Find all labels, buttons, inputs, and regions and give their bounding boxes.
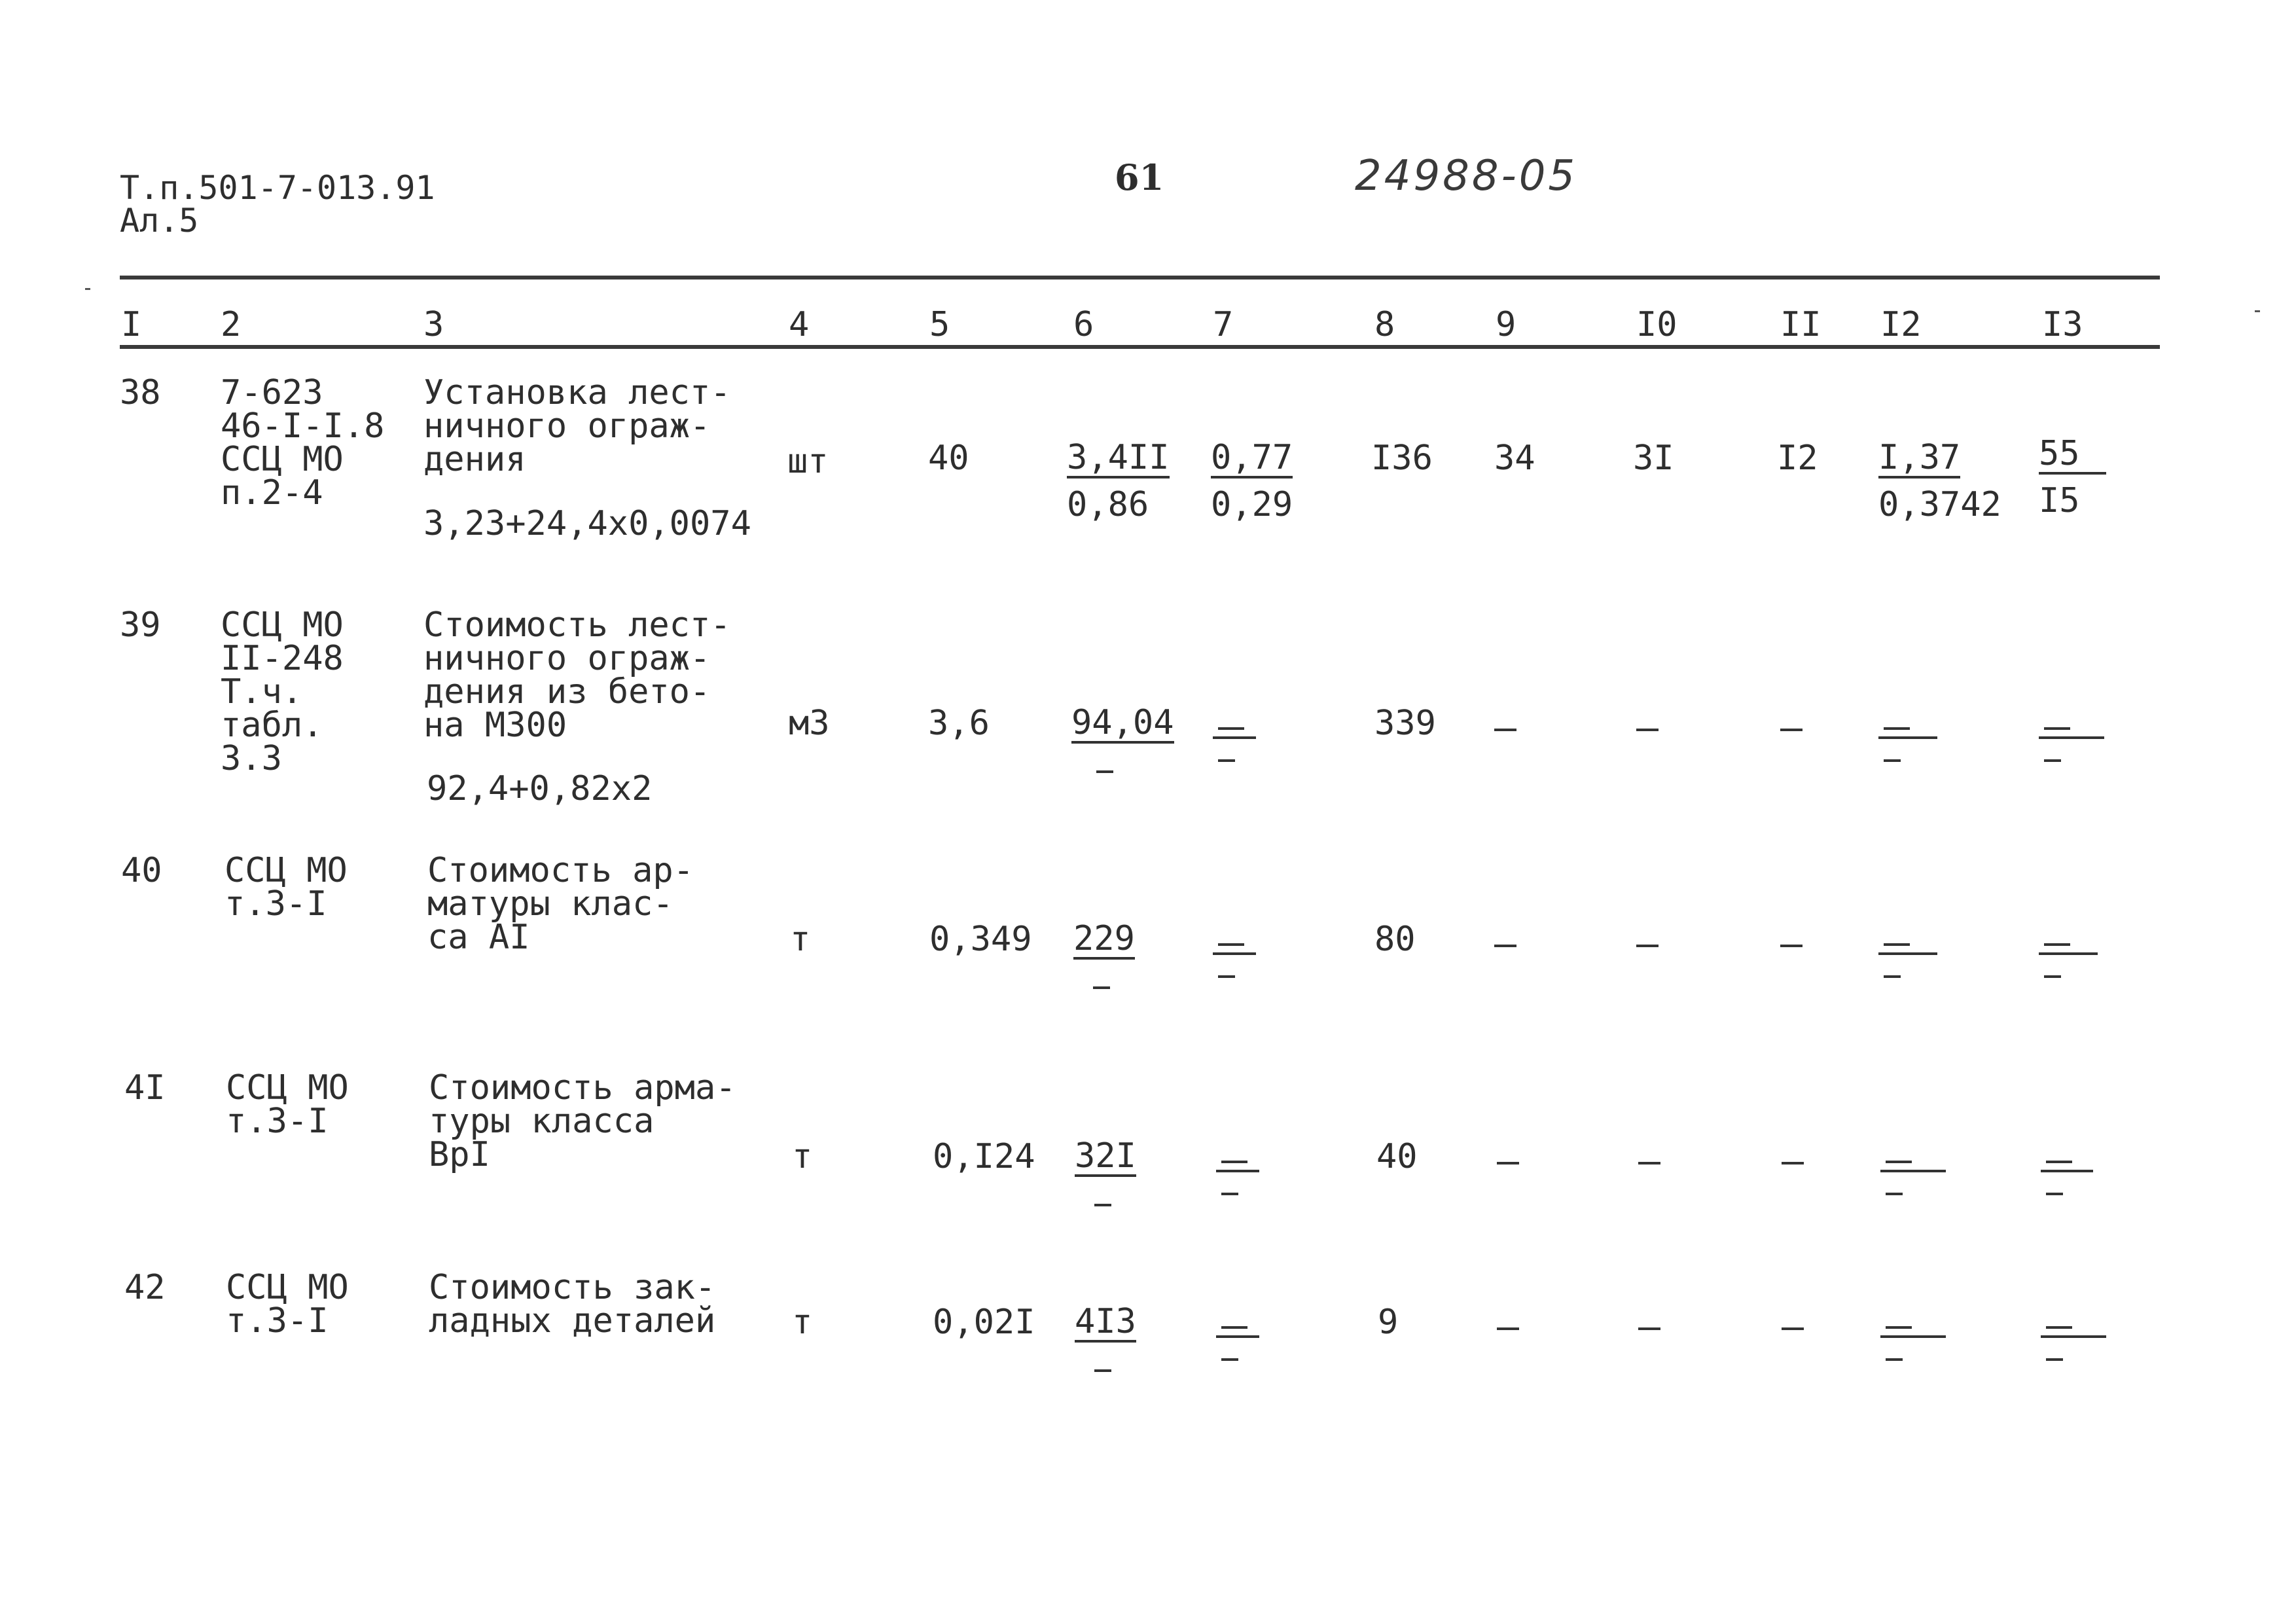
unit: т <box>792 1303 813 1342</box>
labor-13-empty <box>2041 1310 2106 1361</box>
total-9-empty <box>1497 1156 1519 1168</box>
unit-cost-7: $\frac{0,77}{0,29}$ <box>1211 438 1293 524</box>
work-name: Установка лест- ничного ограж- дения <box>423 373 731 479</box>
unit-cost-6: 32I <box>1075 1139 1136 1220</box>
work-name: Стоимость лест- ничного ограж- дения из бето- на М300 <box>423 605 731 745</box>
col-header: 4 <box>789 305 810 344</box>
total-11-empty <box>1782 1322 1804 1334</box>
norm-code: ССЦ МО т.3-I <box>226 1268 349 1341</box>
formula: 92,4+0,82x2 <box>427 769 653 808</box>
total-8: I36 <box>1371 439 1433 478</box>
total-10-empty <box>1638 1322 1660 1334</box>
unit-cost-6: 229 <box>1073 922 1135 1003</box>
scan-speck <box>2255 310 2260 312</box>
labor-13: $\frac{55}{I5}$ <box>2039 437 2106 518</box>
total-9: 34 <box>1494 439 1535 478</box>
col-header: I3 <box>2042 305 2083 344</box>
sheet-label: Ал.5 <box>120 202 199 240</box>
scan-speck <box>85 288 90 290</box>
unit: шт <box>787 442 829 481</box>
col-header: 7 <box>1213 305 1234 344</box>
labor-13-empty <box>2039 927 2098 978</box>
total-10-empty <box>1636 723 1659 735</box>
col-header: 2 <box>221 305 242 344</box>
total-11-empty <box>1780 723 1803 735</box>
total-8: 9 <box>1378 1303 1399 1342</box>
formula: 3,23+24,4x0,0074 <box>423 504 751 543</box>
total-10-empty <box>1638 1156 1660 1168</box>
col-header: 9 <box>1496 305 1516 344</box>
handwritten-code: 24988-05 <box>1355 152 1578 200</box>
labor-12: $\frac{I,37}{0,3742}$ <box>1878 438 2001 524</box>
col-header: 3 <box>423 305 444 344</box>
total-8: 80 <box>1374 920 1416 959</box>
unit: м3 <box>789 704 830 743</box>
labor-12-empty <box>1878 927 1937 978</box>
page-number: 61 <box>1115 156 1164 198</box>
col-header: 8 <box>1374 305 1395 344</box>
total-10-empty <box>1636 939 1659 951</box>
row-number: 39 <box>120 605 161 645</box>
work-name: Стоимость арма- туры класса ВрI <box>429 1068 736 1174</box>
total-9-empty <box>1494 723 1516 735</box>
quantity: 3,6 <box>928 704 990 743</box>
col-header: I <box>121 305 142 344</box>
quantity: 0,02I <box>933 1303 1035 1342</box>
work-name: Стоимость ар- матуры клас- са АI <box>427 851 694 957</box>
total-11-empty <box>1782 1156 1804 1168</box>
quantity: 40 <box>928 439 969 478</box>
row-number: 38 <box>120 373 161 412</box>
header-rule <box>120 345 2160 349</box>
col-header: 5 <box>929 305 950 344</box>
unit-cost-7-empty <box>1213 711 1256 762</box>
total-11: I2 <box>1777 439 1818 478</box>
norm-code: ССЦ МО т.3-I <box>226 1068 349 1141</box>
row-number: 4I <box>124 1068 166 1108</box>
unit: т <box>790 920 811 959</box>
row-number: 40 <box>121 851 162 890</box>
unit-cost-7-empty <box>1213 927 1256 978</box>
norm-code: 7-623 46-I-I.8 ССЦ МО п.2-4 <box>221 373 385 513</box>
total-9-empty <box>1497 1322 1519 1334</box>
unit-cost-6: 4I3 <box>1075 1305 1136 1386</box>
work-name: Стоимость зак- ладных деталей <box>429 1268 716 1341</box>
labor-12-empty <box>1878 711 1937 762</box>
col-header: II <box>1780 305 1821 344</box>
total-9-empty <box>1494 939 1516 951</box>
col-header: 6 <box>1073 305 1094 344</box>
col-header: I0 <box>1636 305 1677 344</box>
norm-code: ССЦ МО II-248 Т.ч. табл. 3.3 <box>221 605 344 778</box>
quantity: 0,349 <box>929 920 1032 959</box>
labor-12-empty <box>1880 1310 1946 1361</box>
unit-cost-6: $\frac{3,4II}{0,86}$ <box>1067 438 1170 524</box>
labor-13-empty <box>2039 711 2104 762</box>
total-8: 40 <box>1376 1137 1418 1176</box>
total-10: 3I <box>1633 439 1674 478</box>
labor-12-empty <box>1880 1144 1946 1195</box>
unit-cost-7-empty <box>1216 1144 1259 1195</box>
labor-13-empty <box>2041 1144 2093 1195</box>
row-number: 42 <box>124 1268 166 1307</box>
document-reference: Т.п.501-7-013.91 <box>120 169 435 207</box>
unit-cost-7-empty <box>1216 1310 1259 1361</box>
unit-cost-6: 94,04 <box>1071 706 1174 787</box>
col-header: I2 <box>1880 305 1922 344</box>
top-rule <box>120 276 2160 280</box>
unit: т <box>792 1137 813 1176</box>
norm-code: ССЦ МО т.3-I <box>224 851 348 924</box>
quantity: 0,I24 <box>933 1137 1035 1176</box>
total-11-empty <box>1780 939 1803 951</box>
total-8: 339 <box>1374 704 1436 743</box>
